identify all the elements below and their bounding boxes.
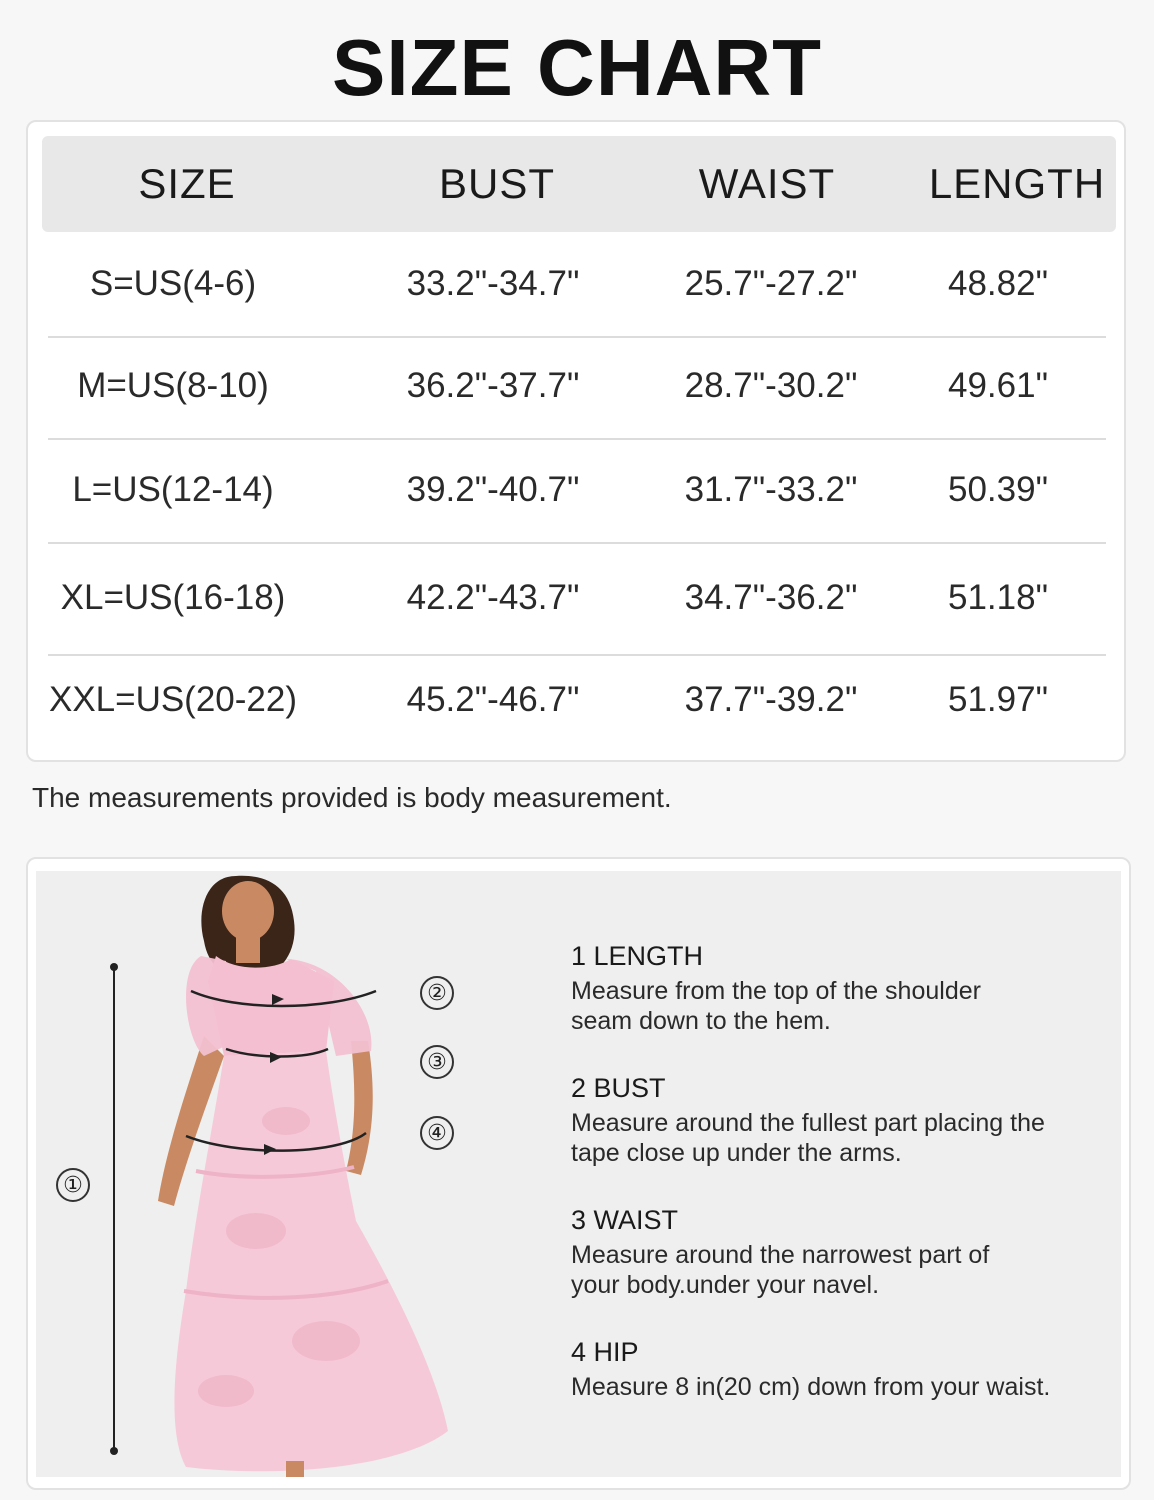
length-line-bottom	[110, 1447, 118, 1455]
waist-description	[571, 1205, 1111, 1300]
cell-waist: 37.7"-39.2"	[684, 680, 858, 719]
cell-length: 48.82"	[947, 264, 1048, 303]
table-row	[48, 648, 1106, 752]
cell-waist: 34.7"-36.2"	[684, 578, 858, 617]
header-bust: BUST	[438, 160, 555, 207]
skirt-shape	[174, 1051, 448, 1471]
cell-size: XL=US(16-18)	[60, 578, 286, 617]
cell-bust: 42.2"-43.7"	[406, 578, 580, 617]
marker-length: ①	[56, 1168, 90, 1202]
bust-text: Measure around the fullest part placing the tape close up under the arms.	[571, 1109, 1045, 1167]
header-waist: WAIST	[698, 160, 836, 207]
cell-bust: 39.2"-40.7"	[406, 470, 580, 509]
measurement-guide	[26, 857, 1131, 1490]
cell-size: L=US(12-14)	[72, 470, 274, 509]
table-row	[48, 232, 1106, 338]
table-row	[48, 334, 1106, 440]
guide-panel	[36, 871, 1121, 1477]
table-row	[48, 438, 1106, 544]
cell-waist: 31.7"-33.2"	[684, 470, 858, 509]
marker-waist: ③	[420, 1045, 454, 1079]
cell-length: 49.61"	[947, 366, 1048, 405]
header-length: LENGTH	[928, 160, 1106, 207]
hip-heading: 4 HIP	[571, 1337, 639, 1367]
cell-size: S=US(4-6)	[89, 264, 257, 303]
texture-blob	[198, 1375, 254, 1407]
length-text: Measure from the top of the shoulder seam down to the hem.	[571, 977, 981, 1035]
hip-description	[571, 1337, 1111, 1402]
cell-length: 50.39"	[947, 470, 1048, 509]
marker-bust: ②	[420, 976, 454, 1010]
cell-bust: 33.2"-34.7"	[406, 264, 580, 303]
cell-size: M=US(8-10)	[77, 366, 269, 405]
bust-description	[571, 1073, 1111, 1168]
cell-waist: 28.7"-30.2"	[684, 366, 858, 405]
hip-text: Measure 8 in(20 cm) down from your waist.	[571, 1373, 1051, 1401]
texture-blob	[292, 1321, 360, 1361]
size-table	[26, 120, 1126, 762]
length-description	[571, 941, 1111, 1036]
cell-bust: 45.2"-46.7"	[406, 680, 580, 719]
texture-blob	[262, 1107, 310, 1135]
page-title: SIZE CHART	[332, 23, 822, 112]
cell-bust: 36.2"-37.7"	[406, 366, 580, 405]
bust-heading: 2 BUST	[571, 1073, 666, 1103]
header-size: SIZE	[138, 160, 236, 207]
model-figure	[36, 871, 456, 1477]
cell-length: 51.97"	[947, 680, 1048, 719]
waist-heading: 3 WAIST	[571, 1205, 679, 1235]
marker-hip: ④	[420, 1116, 454, 1150]
length-line-top	[110, 963, 118, 971]
table-header	[42, 136, 1116, 232]
measurement-note: The measurements provided is body measurement.	[32, 782, 672, 813]
length-heading: 1 LENGTH	[571, 941, 704, 971]
texture-blob	[226, 1213, 286, 1249]
cell-waist: 25.7"-27.2"	[684, 264, 858, 303]
cell-length: 51.18"	[947, 578, 1048, 617]
table-row	[48, 542, 1106, 656]
face-shape	[222, 881, 274, 941]
right-arm	[346, 1041, 373, 1175]
neck-shape	[236, 933, 260, 963]
cell-size: XXL=US(20-22)	[48, 680, 298, 719]
waist-text: Measure around the narrowest part of your body.under your navel.	[571, 1241, 990, 1299]
leg-shape	[286, 1461, 304, 1477]
